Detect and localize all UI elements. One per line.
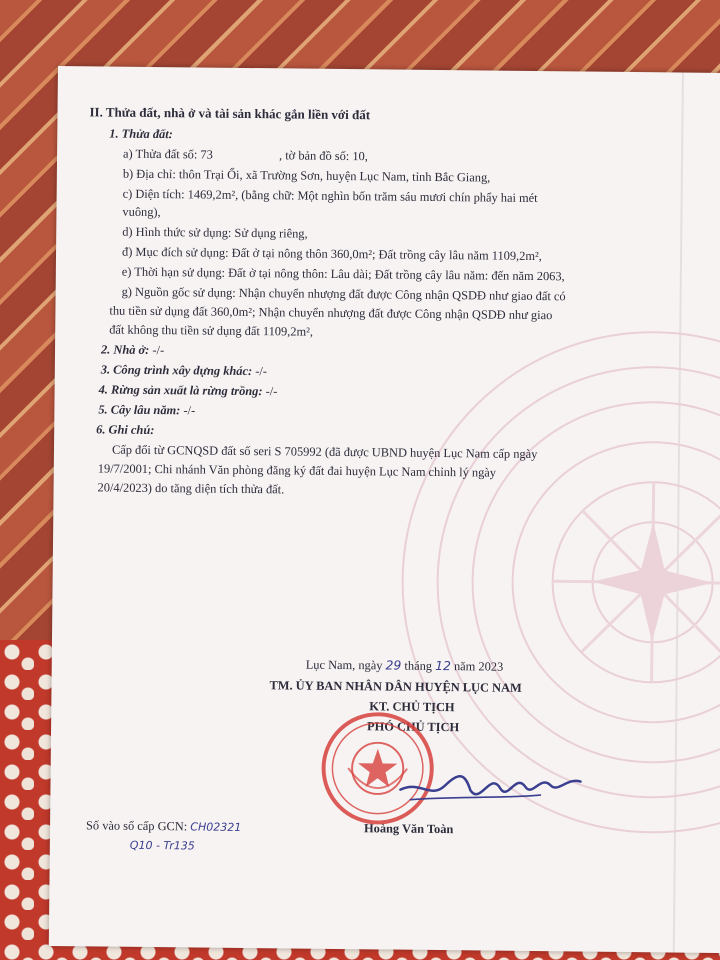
- item3-value: -/-: [252, 364, 268, 379]
- item3-row: [101, 362, 267, 379]
- usage-form: d) Hình thức sử dụng: Sử dụng riêng,: [122, 224, 308, 241]
- item5-heading: 5. Cây lâu năm:: [98, 402, 181, 418]
- parcel-area: c) Diện tích: 1469,2m², (bằng chữ: Một nghìn bốn trăm sáu mươi chín phẩy hai mét: [122, 186, 538, 206]
- registry-label: Số vào sổ cấp GCN:: [85, 818, 188, 834]
- signing-day: 29: [385, 657, 402, 673]
- item2-heading: 2. Nhà ở:: [100, 342, 150, 357]
- parcel-area-cont: vuông),: [122, 204, 161, 220]
- signing-place-date: [306, 657, 504, 675]
- parcel-address: b) Địa chỉ: thôn Trại Ổi, xã Trường Sơn, huyện Lục Nam, tỉnh Bắc Giang,: [122, 166, 491, 185]
- registry-row: [86, 818, 241, 835]
- item6-heading: 6. Ghi chú:: [96, 422, 155, 438]
- item4-row: [99, 382, 278, 399]
- usage-origin-cont1: thu tiền sử dụng đất 360,0m²; Nhận chuyển nhượng đất được Công nhận QSDĐ như giao: [109, 303, 553, 323]
- registry-code-2: Q10 - Tr135: [129, 838, 195, 853]
- month-word: tháng: [404, 658, 433, 673]
- note-line-3: 20/4/2023) do tăng diện tích thửa đất.: [97, 480, 285, 497]
- item5-row: [98, 402, 195, 418]
- item5-value: -/-: [180, 403, 196, 418]
- issuing-organization: TM. ỦY BAN NHÂN DÂN HUYỆN LỤC NAM: [269, 678, 522, 695]
- usage-origin-cont2: đất không thu tiền sử dụng đất 1109,2m²,: [109, 322, 314, 339]
- signer-name: Hoàng Văn Toàn: [363, 821, 454, 837]
- item2-value: -/-: [149, 342, 165, 358]
- usage-term: e) Thời hạn sử dụng: Đất ở tại nông thôn: Lâu dài; Đất trồng cây lâu năm: đến năm 2063,: [121, 264, 565, 284]
- item2-row: [101, 342, 164, 358]
- signing-authority: KT. CHỦ TỊCH: [369, 699, 455, 715]
- note-line-2: 19/7/2001; Chi nhánh Văn phòng đăng ký đất đai huyện Lục Nam chỉnh lý ngày: [97, 461, 497, 480]
- parcel-number: a) Thửa đất số: 73: [123, 146, 213, 162]
- item1-heading: 1. Thửa đất:: [109, 126, 173, 142]
- usage-purpose: đ) Mục đích sử dụng: Đất ở tại nông thôn 360,0m²; Đất trồng cây lâu năm 1109,2m²,: [121, 244, 542, 264]
- certificate-page: [49, 66, 720, 953]
- signer-role: PHÓ CHỦ TỊCH: [367, 719, 460, 735]
- item3-heading: 3. Công trình xây dựng khác:: [100, 362, 253, 379]
- map-sheet-number: , tờ bản đồ số: 10,: [279, 148, 368, 164]
- usage-origin: g) Nguồn gốc sử dụng: Nhận chuyển nhượng đất được Công nhận QSDĐ như giao đất có: [121, 284, 566, 304]
- item4-heading: 4. Rừng sản xuất là rừng trồng:: [98, 382, 263, 399]
- place-date-prefix: Lục Nam, ngày: [305, 657, 383, 673]
- section-title: II. Thửa đất, nhà ở và tài sản khác gắn liền với đất: [89, 104, 371, 123]
- registry-code: CH02321: [190, 820, 242, 834]
- note-line-1: Cấp đổi từ GCNQSD đất số seri S 705992 (đã được UBND huyện Lục Nam cấp ngày: [111, 442, 538, 462]
- signature-icon: [390, 750, 591, 822]
- signing-month: 12: [435, 657, 451, 674]
- item4-value: -/-: [262, 384, 278, 399]
- signing-year: năm 2023: [453, 659, 504, 674]
